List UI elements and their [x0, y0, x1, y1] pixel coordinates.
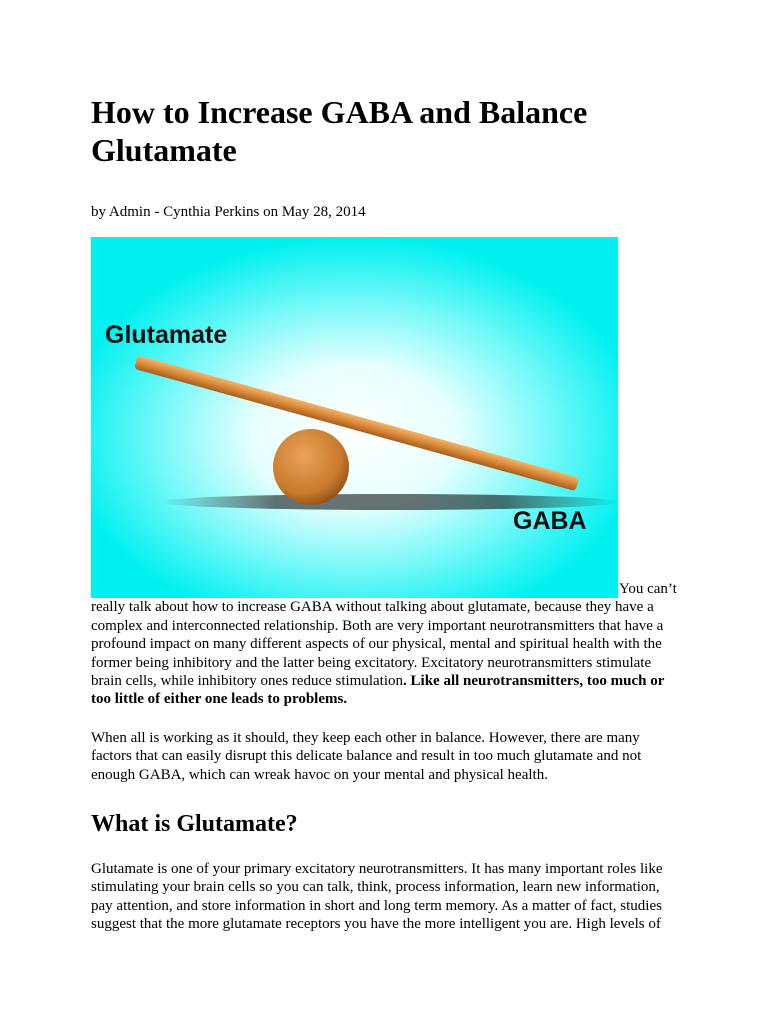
balance-image [91, 237, 618, 598]
glutamate-label: Glutamate [105, 321, 228, 349]
article-byline: by Admin - Cynthia Perkins on May 28, 2014 [91, 204, 366, 220]
intro-block [91, 237, 678, 709]
intro-text: You can’t really talk about how to increase GABA without talking about glutamate, because they have a complex and interconnected relationship. Both are very important neurotransmitters that have a profound impact on many different aspects of our physical, mental and spiritual health with the former being inhibitory and the latter being excitatory. Excitatory neurotransmitters stimulate brain cells, while inhibitory ones reduce stimulation [91, 581, 677, 690]
section-heading: What is Glutamate? [91, 811, 298, 838]
intro-bold-text: . Like all neurotransmitters, too much or too little of either one leads to problems. [91, 673, 665, 708]
seesaw-illustration [91, 237, 618, 598]
intro-paragraph [91, 580, 678, 709]
gaba-label: GABA [513, 507, 587, 535]
paragraph-glutamate: Glutamate is one of your primary excitatory neurotransmitters. It has many important roles like stimulating your brain cells so you can talk, think, process information, learn new information, pay attention, and store information in short and long term memory. As a matter of fact, studies suggest that the more glutamate receptors you have the more intelligent you are. High levels of [91, 861, 663, 933]
paragraph-balance: When all is working as it should, they keep each other in balance. However, there are many factors that can easily disrupt this delicate balance and result in too much glutamate and not enough GABA, which can wreak havoc on your mental and physical health. [91, 729, 642, 783]
fulcrum-ball [273, 429, 349, 505]
article-title: How to Increase GABA and Balance Glutamate [91, 94, 588, 168]
